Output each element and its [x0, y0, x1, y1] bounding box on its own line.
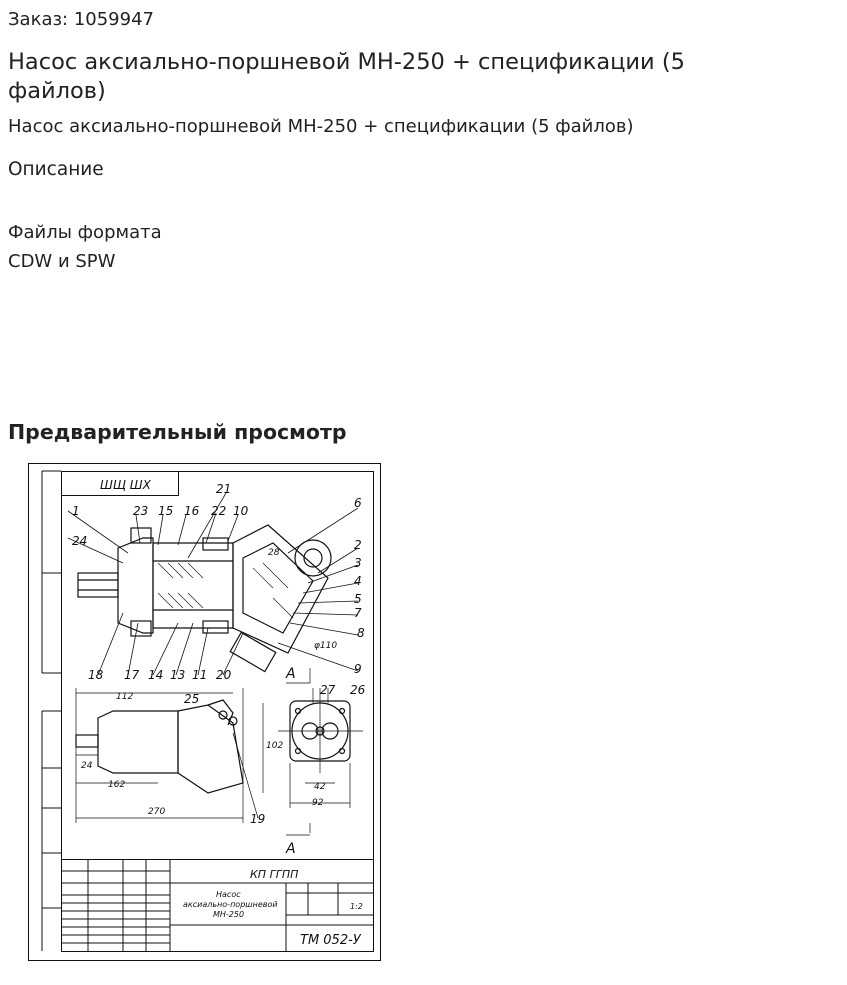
doc-code: КП ГГПП: [250, 868, 299, 881]
callout-9: 9: [354, 662, 362, 676]
drawing-code: ТМ 052-У: [300, 933, 361, 948]
callout-3: 3: [354, 556, 362, 570]
stamp-code: ШЩ ШХ: [100, 478, 151, 492]
callout-17: 17: [124, 668, 140, 682]
callout-10: 10: [233, 504, 249, 518]
callout-7: 7: [354, 606, 362, 620]
callout-2: 2: [354, 538, 362, 552]
callout-18: 18: [88, 668, 104, 682]
dim-112: 112: [116, 692, 134, 702]
callout-11: 11: [192, 668, 208, 682]
section-label-top: А: [286, 666, 296, 682]
drawing-preview[interactable]: [28, 463, 381, 961]
callout-13: 13: [170, 668, 186, 682]
callout-1: 1: [72, 504, 80, 518]
callout-15: 15: [158, 504, 174, 518]
drawing-name-1: Насос: [216, 890, 241, 899]
callout-23: 23: [133, 504, 149, 518]
description-line-1: Файлы формата: [8, 222, 162, 243]
order-number: Заказ: 1059947: [8, 9, 154, 30]
dim-phi110: φ110: [314, 641, 338, 651]
section-label-bottom: А: [286, 841, 296, 857]
callout-6: 6: [354, 496, 362, 510]
page-title: Насос аксиально-поршневой МН-250 + спецификации (5 файлов): [8, 49, 685, 104]
callout-24: 24: [72, 534, 88, 548]
callout-4: 4: [354, 574, 362, 588]
drawing-scale: 1:2: [350, 902, 363, 911]
preview-heading: Предварительный просмотр: [8, 420, 347, 444]
callout-16: 16: [184, 504, 200, 518]
dim-102: 102: [266, 741, 284, 751]
callout-21: 21: [216, 482, 232, 496]
description-line-2: CDW и SPW: [8, 251, 116, 272]
callout-8: 8: [357, 626, 365, 640]
dim-28: 28: [268, 548, 280, 558]
callout-27: 27: [320, 683, 336, 697]
drawing-name-2: аксиально-поршневой: [183, 900, 278, 909]
drawing-name-3: МН-250: [213, 910, 245, 919]
dim-92: 92: [312, 798, 324, 808]
dim-162: 162: [108, 780, 126, 790]
callout-5: 5: [354, 592, 362, 606]
callout-22: 22: [211, 504, 227, 518]
dim-24: 24: [81, 761, 93, 771]
callout-25: 25: [184, 692, 200, 706]
callout-26: 26: [350, 683, 366, 697]
callout-14: 14: [148, 668, 164, 682]
dim-42: 42: [314, 782, 326, 792]
product-subtitle: Насос аксиально-поршневой МН-250 + спецификации (5 файлов): [8, 116, 634, 137]
callout-19: 19: [250, 812, 266, 826]
callout-20: 20: [216, 668, 232, 682]
technical-drawing: [28, 463, 381, 961]
description-heading: Описание: [8, 159, 104, 180]
dim-270: 270: [148, 807, 166, 817]
